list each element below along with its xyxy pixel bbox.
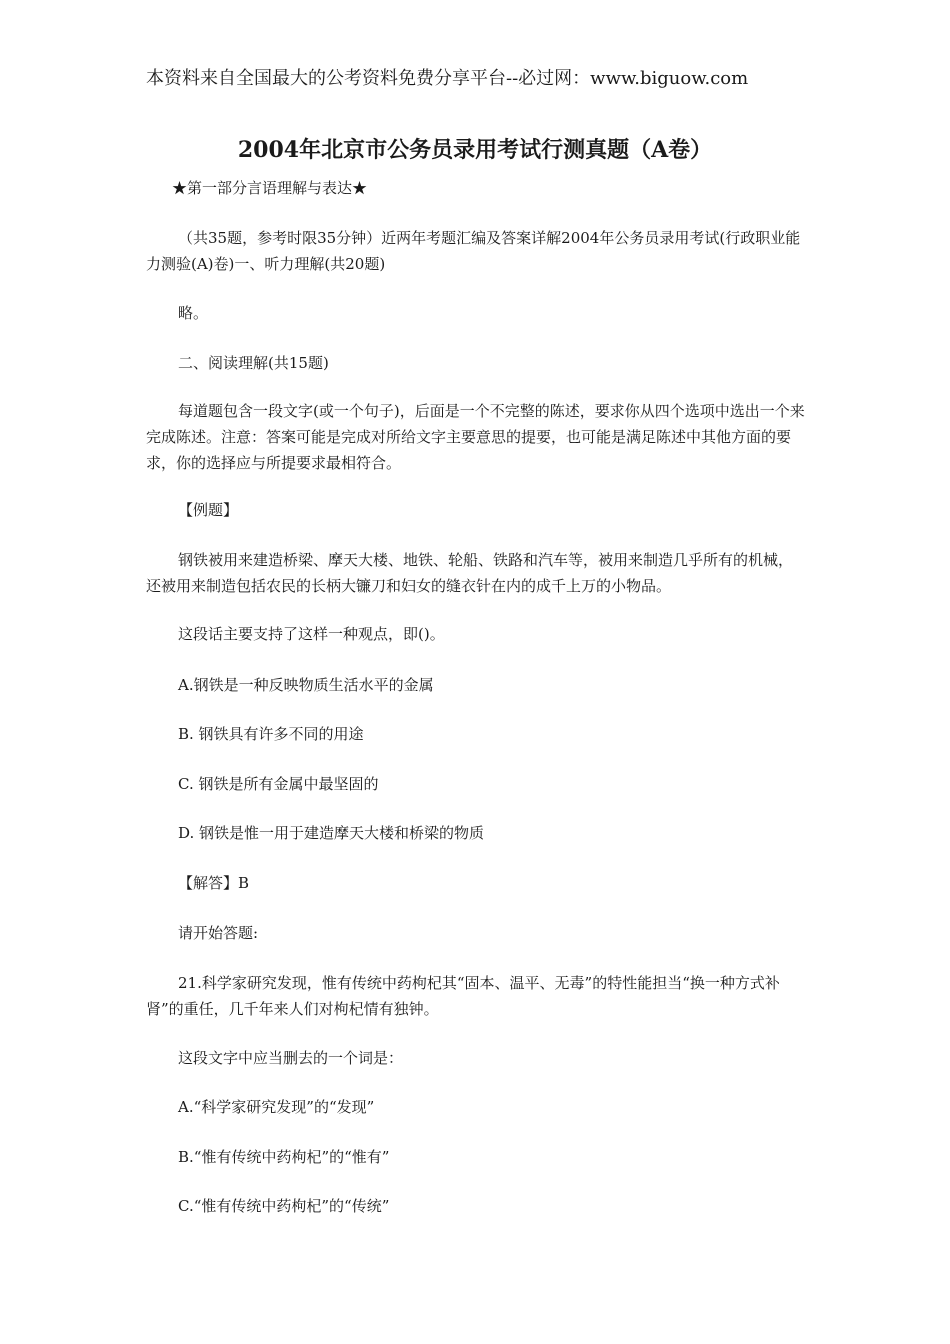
start-instruction: 请开始答题: <box>178 924 259 942</box>
example-option-a: A.钢铁是一种反映物质生活水平的金属 <box>178 676 434 694</box>
example-question: 这段话主要支持了这样一种观点，即()。 <box>178 625 445 643</box>
example-label: 【例题】 <box>178 501 239 519</box>
example-answer: 【解答】B <box>178 874 250 892</box>
example-option-c: C. 钢铁是所有金属中最坚固的 <box>178 775 379 793</box>
example-option-b: B. 钢铁具有许多不同的用途 <box>178 725 364 743</box>
document-title: 2004年北京市公务员录用考试行测真题（A卷） <box>237 137 713 163</box>
section-title: ★第一部分言语理解与表达★ <box>172 179 368 197</box>
example-passage: 钢铁被用来建造桥梁、摩天大楼、地铁、轮船、铁路和汽车等，被用来制造几乎所有的机械，还被用来制造包括农民的长柄大镰刀和妇女的缝衣针在内的成千上万的小物品。 <box>146 551 794 595</box>
intro-paragraph: （共35题，参考时限35分钟）近两年考题汇编及答案详解2004年公务员录用考试(行政职业能力测验(A)卷)一、听力理解(共20题) <box>146 229 801 273</box>
question-21-option-b: B.“惟有传统中药枸杞”的“惟有” <box>178 1148 390 1166</box>
question-21-option-c: C.“惟有传统中药枸杞”的“传统” <box>178 1197 390 1215</box>
paragraph-omitted: 略。 <box>178 304 209 322</box>
reading-section-heading: 二、阅读理解(共15题) <box>178 354 329 372</box>
instructions-paragraph: 每道题包含一段文字(或一个句子)，后面是一个不完整的陈述，要求你从四个选项中选出一个来完成陈述。注意：答案可能是完成对所给文字主要意思的提要，也可能是满足陈述中其他方面的要求，你的选择应与所提要求最相符合。 <box>146 402 805 472</box>
question-21-prompt: 这段文字中应当删去的一个词是： <box>178 1049 404 1067</box>
example-option-d: D. 钢铁是惟一用于建造摩天大楼和桥梁的物质 <box>178 824 485 842</box>
question-21-passage: 21.科学家研究发现，惟有传统中药枸杞其“固本、温平、无毒”的特性能担当“换一种方式补肾”的重任，几千年来人们对枸杞情有独钟。 <box>146 974 780 1018</box>
question-21-option-a: A.“科学家研究发现”的“发现” <box>178 1098 375 1116</box>
source-header: 本资料来自全国最大的公考资料免费分享平台--必过网：www.biguow.com <box>146 68 749 89</box>
